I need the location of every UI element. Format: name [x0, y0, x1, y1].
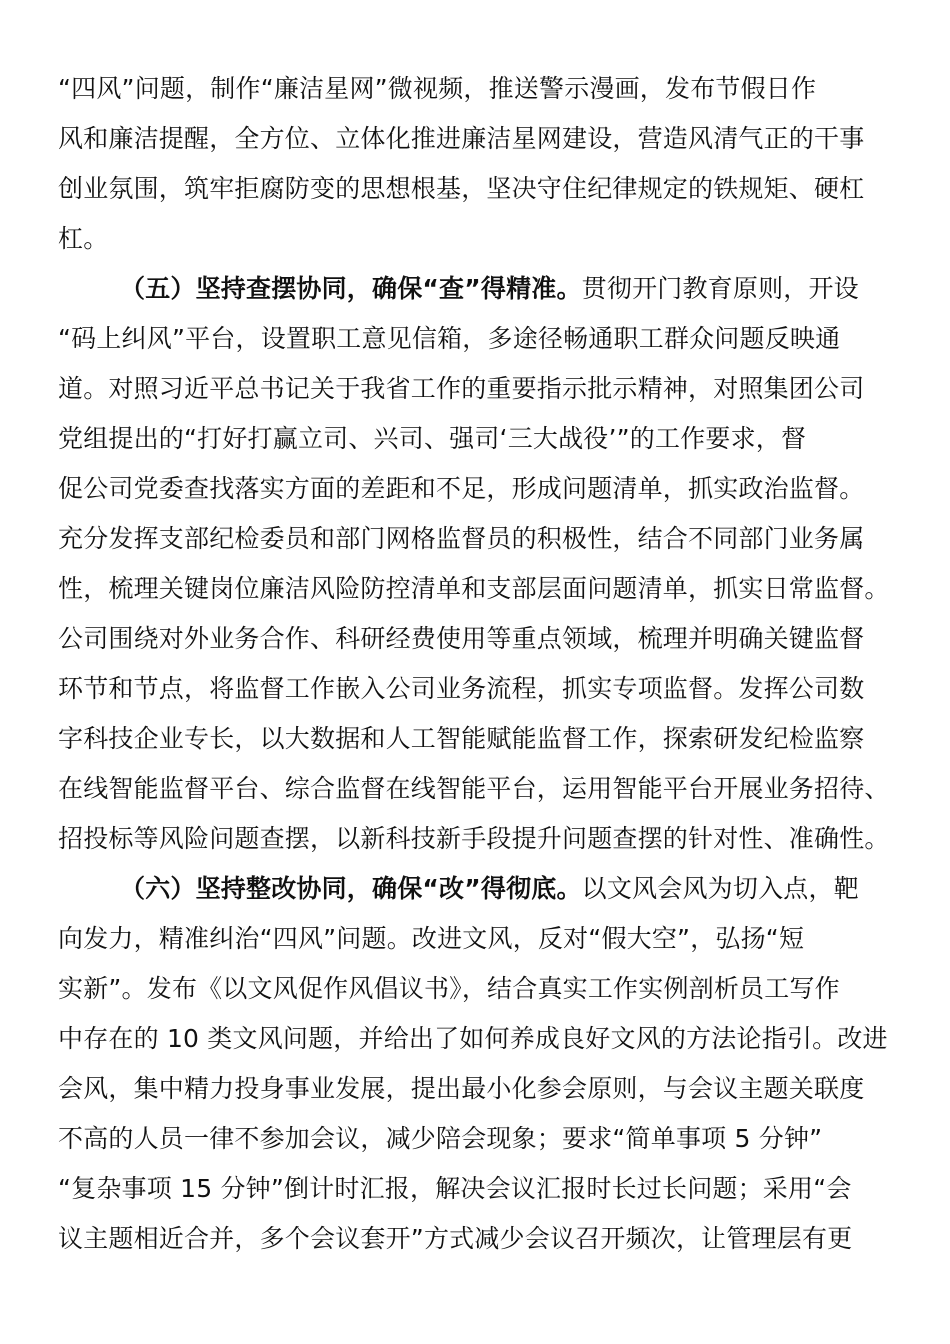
text-line: 议主题相近合并，多个会议套开”方式减少会议召开频次，让管理层有更	[58, 1224, 853, 1253]
text-line: 实新”。发布《以文风促作风倡议书》，结合真实工作实例剖析员工写作	[58, 974, 840, 1003]
document-body	[58, 64, 888, 1264]
text-line: 充分发挥支部纪检委员和部门网格监督员的积极性，结合不同部门业务属	[58, 524, 865, 553]
text-line: “四风”问题，制作“廉洁星网”微视频，推送警示漫画，发布节假日作	[58, 74, 817, 103]
text-line: 杠。	[58, 224, 109, 253]
text-line: 中存在的 10 类文风问题，并给出了如何养成良好文风的方法论指引。改进	[58, 1024, 888, 1053]
text-line: 环节和节点，将监督工作嵌入公司业务流程，抓实专项监督。发挥公司数	[58, 674, 865, 703]
text-run: 以文风会风为切入点，靶	[581, 874, 859, 903]
text-line: 促公司党委查找落实方面的差距和不足，形成问题清单，抓实政治监督。	[58, 474, 865, 503]
text-line: “复杂事项 15 分钟”倒计时汇报，解决会议汇报时长过长问题；采用“会	[58, 1174, 852, 1203]
section-heading-5: （五）坚持查摆协同，确保“查”得精准。	[120, 274, 582, 303]
text-line: 性，梳理关键岗位廉洁风险防控清单和支部层面问题清单，抓实日常监督。	[58, 574, 890, 603]
text-line: 公司围绕对外业务合作、科研经费使用等重点领域，梳理并明确关键监督	[58, 624, 865, 653]
text-line: 党组提出的“打好打赢立司、兴司、强司‘三大战役’”的工作要求，督	[58, 424, 807, 453]
paragraph-5	[58, 264, 888, 864]
text-line: 招投标等风险问题查摆，以新科技新手段提升问题查摆的针对性、准确性。	[58, 824, 890, 853]
text-line: “码上纠风”平台，设置职工意见信箱，多途径畅通职工群众问题反映通	[58, 324, 841, 353]
text-line: 创业氛围，筑牢拒腐防变的思想根基，坚决守住纪律规定的铁规矩、硬杠	[58, 174, 865, 203]
paragraph-first-line	[58, 864, 888, 914]
paragraph-first-line	[58, 264, 888, 314]
text-line: 道。对照习近平总书记关于我省工作的重要指示批示精神，对照集团公司	[58, 374, 865, 403]
text-line: 风和廉洁提醒，全方位、立体化推进廉洁星网建设，营造风清气正的干事	[58, 124, 865, 153]
section-heading-6: （六）坚持整改协同，确保“改”得彻底。	[120, 874, 582, 903]
text-line: 在线智能监督平台、综合监督在线智能平台，运用智能平台开展业务招待、	[58, 774, 890, 803]
text-line: 会风，集中精力投身事业发展，提出最小化参会原则，与会议主题关联度	[58, 1074, 865, 1103]
paragraph-6	[58, 864, 888, 1264]
text-line: 字科技企业专长，以大数据和人工智能赋能监督工作，探索研发纪检监察	[58, 724, 865, 753]
text-run: 贯彻开门教育原则，开设	[581, 274, 859, 303]
text-line: 向发力，精准纠治“四风”问题。改进文风，反对“假大空”，弘扬“短	[58, 924, 805, 953]
text-line: 不高的人员一律不参加会议，减少陪会现象；要求“简单事项 5 分钟”	[58, 1124, 823, 1153]
paragraph-1	[58, 64, 888, 264]
